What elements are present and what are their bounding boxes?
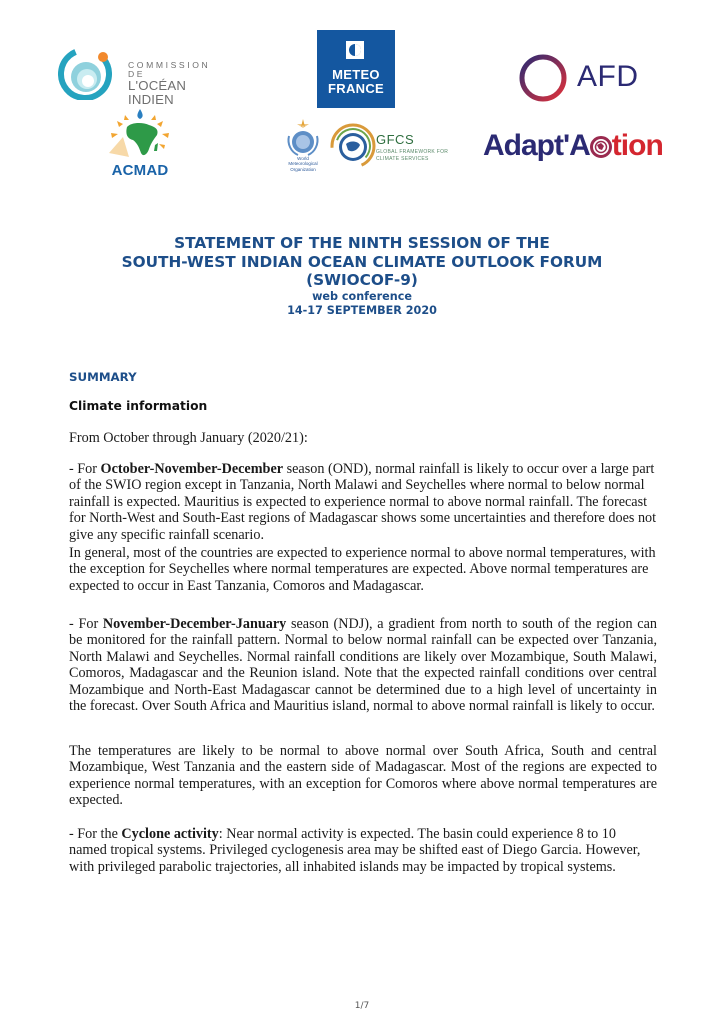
acmad-logo: ACMAD — [103, 107, 177, 179]
wmo-logo — [280, 118, 326, 174]
section-heading: Climate information — [69, 399, 208, 413]
coi-swirl-icon — [58, 46, 112, 100]
cyclone-paragraph: - For the Cyclone activity: Near normal activity is expected. The basin could experience 8 to 10 named tropical systems. Privileged cyclogenesis area may be shifted east of Diego Garcia. However, with privileged parabolic trajectories, all inhabited islands may be impacted by tropical systems. — [69, 826, 641, 875]
coi-logo — [58, 46, 228, 107]
ond-rainfall-paragraph: - For October-November-December season (OND), normal rainfall is likely to occur over a large part of the SWIO region except in Tanzania, North Malawi and Seychelles where normal to below normal rainfall is expected. Mauritius is expected to experience normal to above normal rainfall. The forecast for North-West and South-East regions of Madagascar shows some uncertainties and therefore does not give any specific rainfall scenario. — [69, 461, 657, 543]
ond-temperature-paragraph: In general, most of the countries are expected to experience normal to above normal temperatures, with the exception for Seychelles where normal temperatures are expected. Above normal temperatures are expected to occur in East Tanzania, Comoros and Madagascar. — [69, 545, 656, 594]
wmo-name: World Meteorological Organization — [288, 156, 318, 172]
summary-heading: SUMMARY — [69, 370, 137, 384]
adaptaction-logo: Adapt'A tion — [483, 129, 663, 162]
cyclone-label: Cyclone activity — [121, 826, 219, 842]
meteo-france-logo — [317, 30, 395, 108]
coi-name: COMMISSION DE L'OCÉAN INDIEN — [128, 60, 211, 107]
ond-season-label: October-November-December — [100, 461, 284, 477]
title-dates: 14-17 SEPTEMBER 2020 — [287, 303, 437, 317]
ndj-rainfall-paragraph: - For November-December-January season (NDJ), a gradient from north to south of the region can be monitored for the rainfall pattern. Normal to below normal rainfall can be expected over Tanzania, North Malawi and Seychelles. Normal rainfall conditions are likely over Mozambique, South Malawi, Comoros, Madagascar and the Reunion island. Note that the expected rainfall conditions over central Mozambique and North-East Madagascar cannot be determined due to a high level of uncertainty in the forecast. Over South Africa and Mauritius island, normal to above normal rainfall is likely to occur. — [69, 616, 657, 715]
title-line-3: (SWIOCOF-9) — [306, 271, 418, 289]
page-number: 1/7 — [354, 1001, 370, 1011]
afd-ring-icon — [517, 52, 569, 104]
ndj-season-label: November-December-January — [102, 616, 287, 632]
title-line-2: SOUTH-WEST INDIAN OCEAN CLIMATE OUTLOOK FORUM — [121, 252, 603, 271]
gfcs-logo: GFCS GLOBAL FRAMEWORK FOR CLIMATE SERVICES — [328, 120, 478, 172]
meteo-france-emblem-icon — [345, 40, 365, 60]
gfcs-globe-icon — [328, 120, 378, 170]
title-line-1: STATEMENT OF THE NINTH SESSION OF THE — [174, 234, 550, 252]
gfcs-subtitle: GLOBAL FRAMEWORK FOR CLIMATE SERVICES — [376, 149, 449, 162]
intro-paragraph: From October through January (2020/21): — [69, 430, 308, 446]
wmo-emblem-icon — [280, 118, 326, 158]
document-title — [0, 234, 724, 318]
afd-logo: AFD — [517, 52, 649, 104]
title-subtitle: web conference — [312, 289, 412, 303]
acmad-africa-icon — [103, 107, 177, 163]
ndj-temperature-paragraph: The temperatures are likely to be normal to above normal over South Africa, South and central Mozambique, West Tanzania and the eastern side of Madagascar. Most of the regions are expected to experience normal temperatures, with an exception for Comoros where above normal temperatures are expected. — [69, 743, 657, 809]
globe-icon — [590, 136, 612, 158]
meteo-france-name: METEO FRANCE — [328, 67, 384, 96]
